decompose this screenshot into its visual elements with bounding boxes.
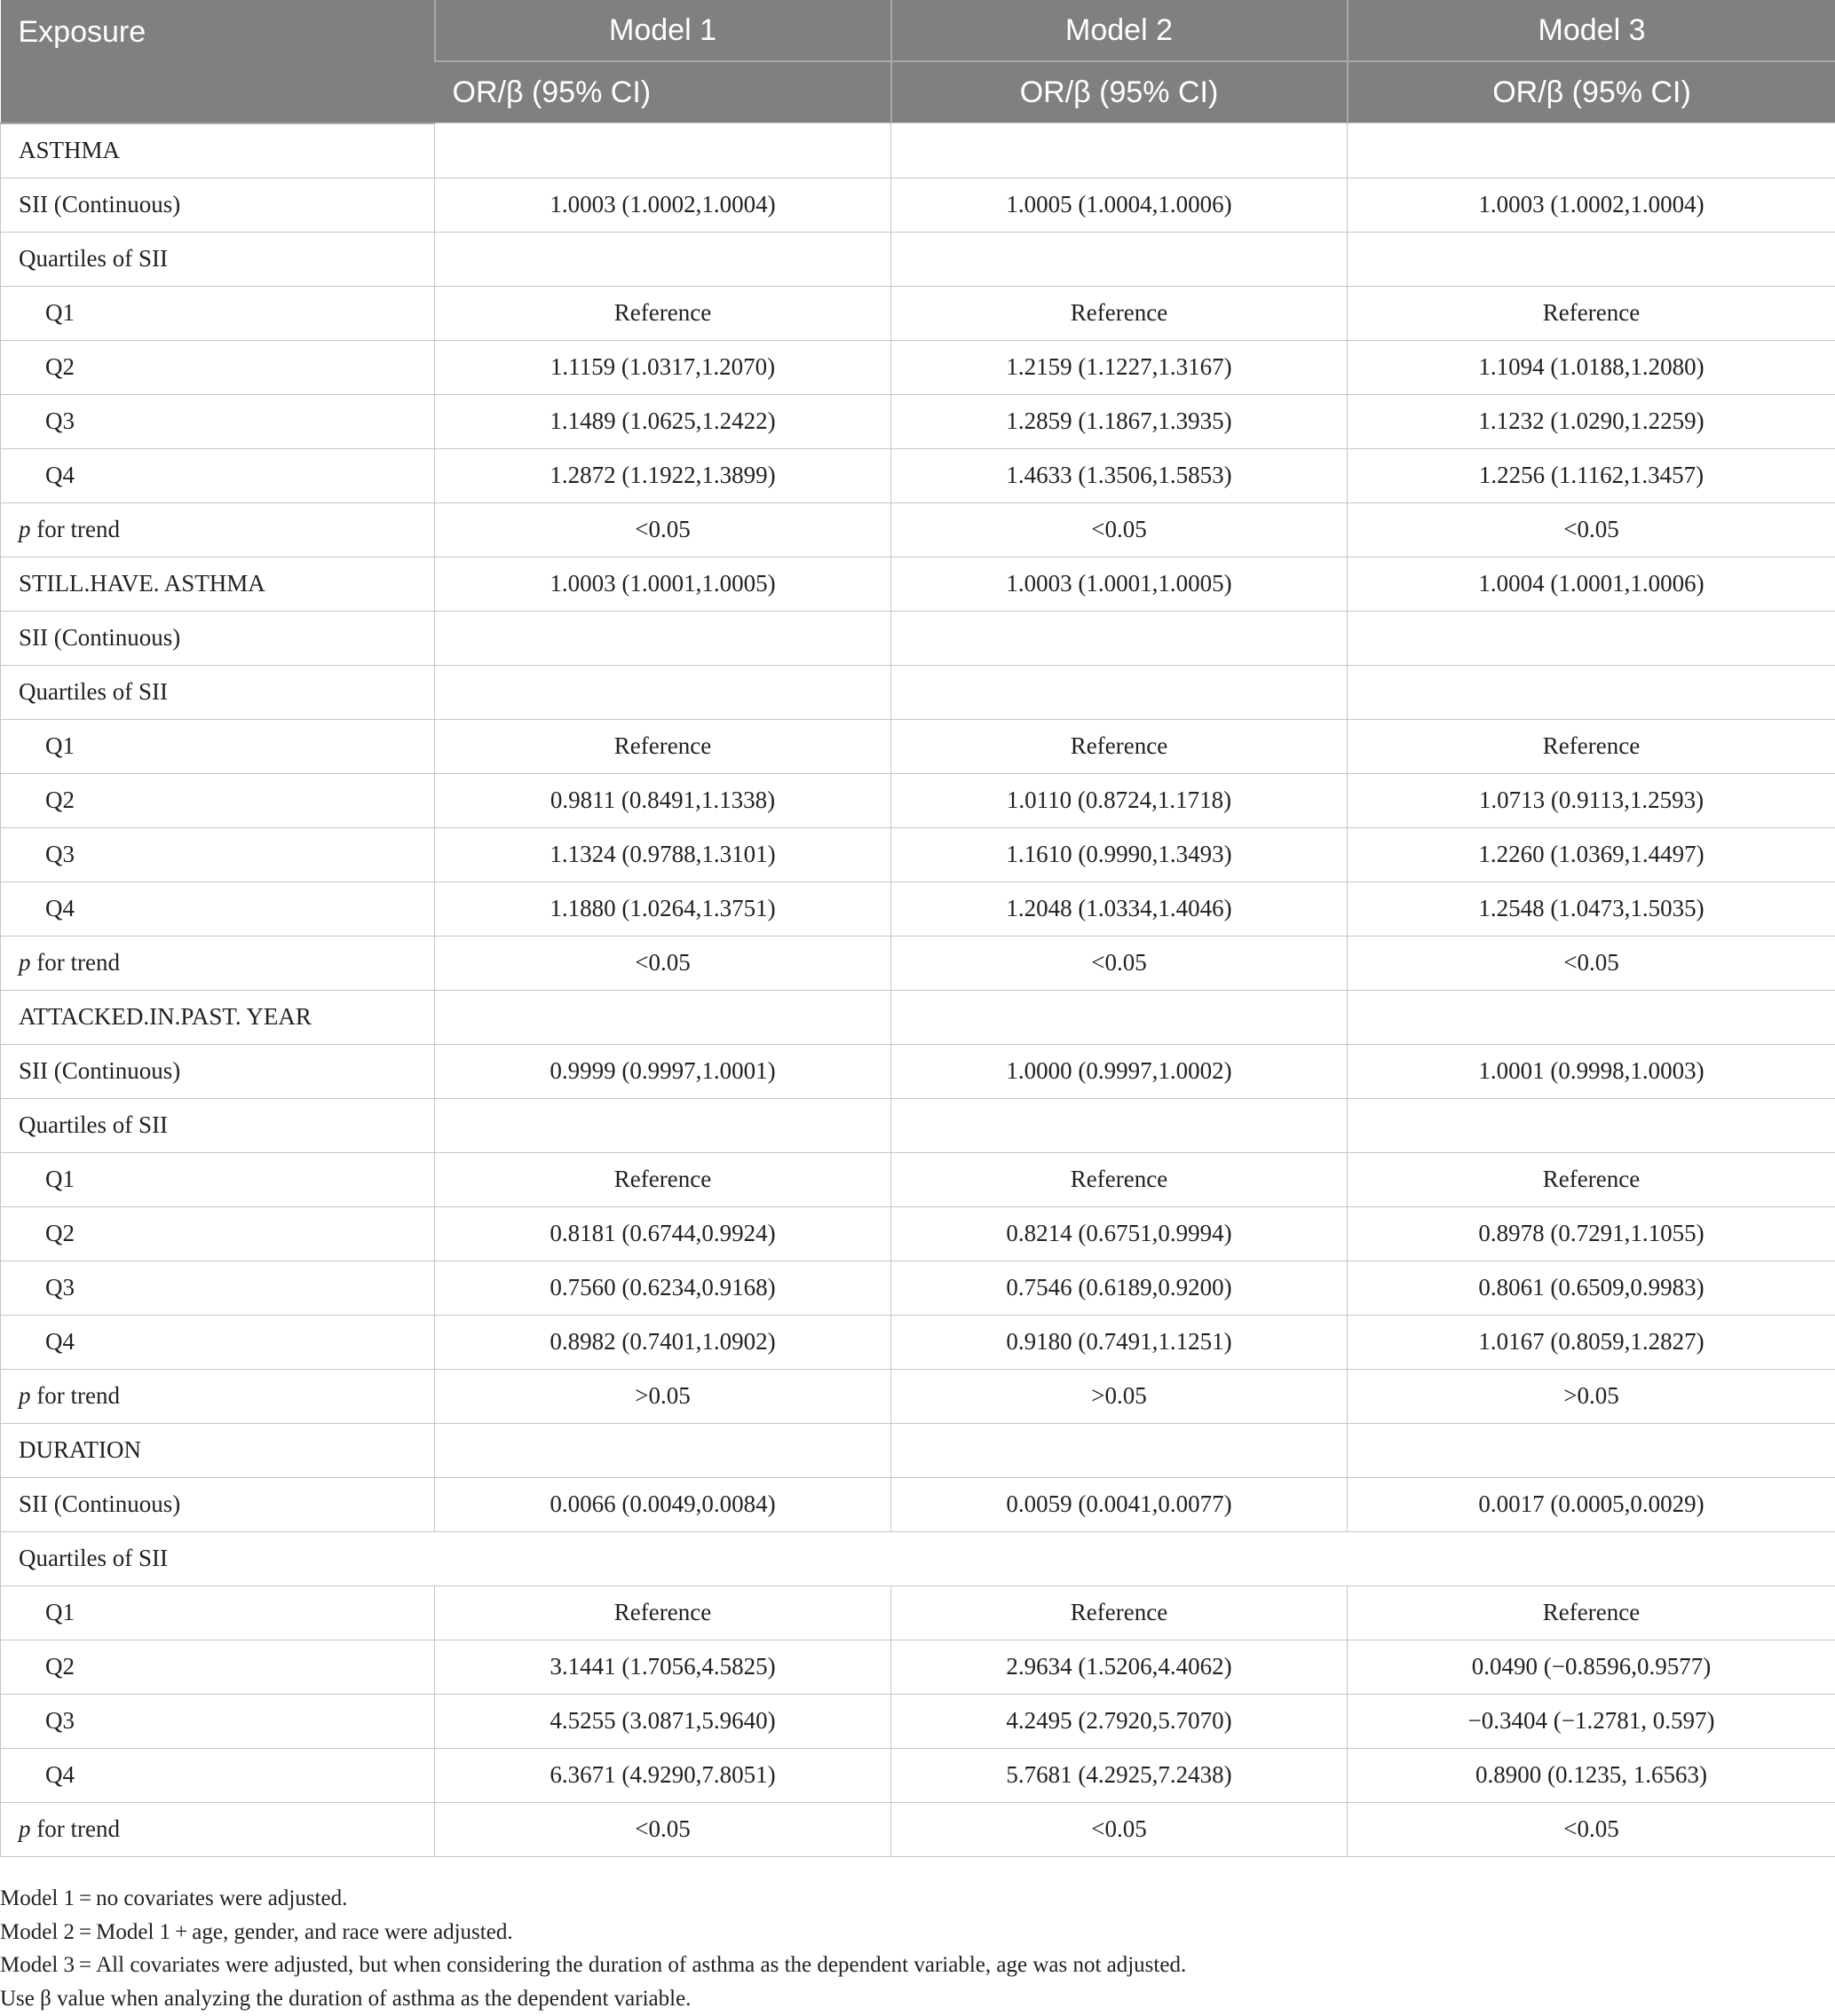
cell: Reference (891, 719, 1348, 773)
table-row (1, 1477, 1835, 1531)
header-model-3: Model 3 (1348, 0, 1835, 61)
row-label: Q3 (1, 394, 435, 448)
cell: 0.0017 (0.0005,0.0029) (1348, 1477, 1835, 1531)
cell (1348, 611, 1835, 665)
table-row (1, 394, 1835, 448)
section-title: ATTACKED.IN.PAST. YEAR (1, 990, 435, 1044)
table-row (1, 1694, 1835, 1748)
header-stat-model-1: OR/β (95% CI) (435, 61, 891, 123)
cell (1348, 665, 1835, 719)
table-row (1, 232, 1835, 286)
cell (891, 1423, 1348, 1477)
cell: 1.1489 (1.0625,1.2422) (435, 394, 891, 448)
row-label: Q2 (1, 773, 435, 827)
table-row (1, 448, 1835, 502)
table-row (1, 665, 1835, 719)
cell (1348, 1423, 1835, 1477)
table-row (1, 1098, 1835, 1152)
cell (1348, 990, 1835, 1044)
section-title-row (1, 1423, 1835, 1477)
cell: Reference (435, 1152, 891, 1206)
table-body (1, 123, 1835, 1857)
cell (891, 123, 1348, 178)
cell: 0.0066 (0.0049,0.0084) (435, 1477, 891, 1531)
table-row (1, 1531, 1835, 1585)
row-label: SII (Continuous) (1, 1044, 435, 1098)
row-label (1, 936, 435, 990)
row-label: Q4 (1, 1748, 435, 1802)
table-footnotes (0, 1882, 1835, 2015)
cell (891, 1098, 1348, 1152)
section-title: STILL.HAVE. ASTHMA (1, 557, 435, 611)
cell: 1.2159 (1.1227,1.3167) (891, 340, 1348, 394)
cell: 1.2048 (1.0334,1.4046) (891, 882, 1348, 936)
footnote-model-1: Model 1 = no covariates were adjusted. (0, 1886, 348, 1910)
cell (435, 611, 891, 665)
cell (1348, 232, 1835, 286)
cell: 0.9811 (0.8491,1.1338) (435, 773, 891, 827)
cell: >0.05 (891, 1369, 1348, 1423)
footnote-model-3: Model 3 = All covariates were adjusted, but when considering the duration of asthma as the dependent variable, age was not adjusted. (0, 1953, 1187, 1977)
cell: 4.2495 (2.7920,5.7070) (891, 1694, 1348, 1748)
header-model-1: Model 1 (435, 0, 891, 61)
row-label (1, 502, 435, 557)
cell: 1.0003 (1.0001,1.0005) (435, 557, 891, 611)
cell: 0.8061 (0.6509,0.9983) (1348, 1261, 1835, 1315)
row-label: Q1 (1, 1585, 435, 1640)
cell: 4.5255 (3.0871,5.9640) (435, 1694, 891, 1748)
table-row (1, 1206, 1835, 1261)
table-row (1, 340, 1835, 394)
table-row (1, 1044, 1835, 1098)
for-trend-text: for trend (30, 949, 120, 976)
cell (435, 1423, 891, 1477)
row-label: Q3 (1, 1261, 435, 1315)
cell: 1.1610 (0.9990,1.3493) (891, 827, 1348, 882)
cell: 1.0001 (0.9998,1.0003) (1348, 1044, 1835, 1098)
cell: <0.05 (1348, 1802, 1835, 1856)
cell: 0.7560 (0.6234,0.9168) (435, 1261, 891, 1315)
cell: 1.0004 (1.0001,1.0006) (1348, 557, 1835, 611)
table-row (1, 286, 1835, 340)
row-label: Q4 (1, 882, 435, 936)
cell: Reference (891, 1585, 1348, 1640)
cell: 1.2260 (1.0369,1.4497) (1348, 827, 1835, 882)
for-trend-text: for trend (30, 1815, 120, 1842)
section-title-row (1, 990, 1835, 1044)
cell (891, 665, 1348, 719)
cell: Reference (435, 1585, 891, 1640)
section-title-row (1, 123, 1835, 178)
p-symbol: p (19, 1382, 31, 1409)
cell: <0.05 (435, 936, 891, 990)
cell: <0.05 (1348, 936, 1835, 990)
row-label: Q3 (1, 1694, 435, 1748)
table-row (1, 1152, 1835, 1206)
p-symbol: p (19, 1815, 31, 1842)
row-label: SII (Continuous) (1, 178, 435, 232)
cell: 1.2872 (1.1922,1.3899) (435, 448, 891, 502)
cell: 0.7546 (0.6189,0.9200) (891, 1261, 1348, 1315)
cell: 6.3671 (4.9290,7.8051) (435, 1748, 891, 1802)
row-label: Q2 (1, 1640, 435, 1694)
cell: −0.3404 (−1.2781, 0.597) (1348, 1694, 1835, 1748)
table-row (1, 502, 1835, 557)
cell: <0.05 (891, 502, 1348, 557)
footnote-model-2: Model 2 = Model 1 + age, gender, and race were adjusted. (0, 1919, 513, 1944)
table-header (1, 0, 1835, 123)
cell: 1.1880 (1.0264,1.3751) (435, 882, 891, 936)
cell: Reference (435, 286, 891, 340)
row-label: Q4 (1, 1315, 435, 1369)
cell: 1.0003 (1.0002,1.0004) (1348, 178, 1835, 232)
cell: 1.2256 (1.1162,1.3457) (1348, 448, 1835, 502)
p-symbol: p (19, 516, 31, 542)
for-trend-text: for trend (30, 516, 120, 542)
row-label: SII (Continuous) (1, 1477, 435, 1531)
cell: <0.05 (1348, 502, 1835, 557)
cell: 2.9634 (1.5206,4.4062) (891, 1640, 1348, 1694)
header-stat-model-3: OR/β (95% CI) (1348, 61, 1835, 123)
cell: 1.2548 (1.0473,1.5035) (1348, 882, 1835, 936)
cell: Reference (1348, 1585, 1835, 1640)
section-title: DURATION (1, 1423, 435, 1477)
p-symbol: p (19, 949, 31, 976)
row-label: Q1 (1, 719, 435, 773)
cell: 1.0003 (1.0002,1.0004) (435, 178, 891, 232)
row-label: Quartiles of SII (1, 1098, 435, 1152)
row-label: Quartiles of SII (1, 232, 435, 286)
table-row (1, 1748, 1835, 1802)
row-label: Q3 (1, 827, 435, 882)
header-stat-model-2: OR/β (95% CI) (891, 61, 1348, 123)
cell: 0.0059 (0.0041,0.0077) (891, 1477, 1348, 1531)
cell: 1.2859 (1.1867,1.3935) (891, 394, 1348, 448)
cell: 1.1094 (1.0188,1.2080) (1348, 340, 1835, 394)
row-label (1, 1369, 435, 1423)
table-row (1, 719, 1835, 773)
table-row (1, 178, 1835, 232)
table-row (1, 1585, 1835, 1640)
cell: Reference (891, 1152, 1348, 1206)
row-label: Q1 (1, 286, 435, 340)
for-trend-text: for trend (30, 1382, 120, 1409)
header-exposure: Exposure (1, 0, 435, 123)
cell: 1.0713 (0.9113,1.2593) (1348, 773, 1835, 827)
cell: 1.0000 (0.9997,1.0002) (891, 1044, 1348, 1098)
cell (435, 1098, 891, 1152)
table-row (1, 1802, 1835, 1856)
table-row (1, 1640, 1835, 1694)
cell: <0.05 (891, 936, 1348, 990)
cell: >0.05 (435, 1369, 891, 1423)
table-row (1, 611, 1835, 665)
cell (891, 990, 1348, 1044)
row-label: SII (Continuous) (1, 611, 435, 665)
cell: Reference (1348, 1152, 1835, 1206)
cell (435, 232, 891, 286)
row-label: Q4 (1, 448, 435, 502)
section-title-row (1, 557, 1835, 611)
cell: 0.8181 (0.6744,0.9924) (435, 1206, 891, 1261)
cell: 0.0490 (−0.8596,0.9577) (1348, 1640, 1835, 1694)
section-title: ASTHMA (1, 123, 435, 178)
cell: 1.0110 (0.8724,1.1718) (891, 773, 1348, 827)
cell: <0.05 (891, 1802, 1348, 1856)
row-label: Quartiles of SII (1, 1531, 1835, 1585)
table-row (1, 1369, 1835, 1423)
footnote-beta: Use β value when analyzing the duration of asthma as the dependent variable. (0, 1986, 692, 2011)
cell: 0.9180 (0.7491,1.1251) (891, 1315, 1348, 1369)
cell (1348, 1098, 1835, 1152)
table-row (1, 936, 1835, 990)
cell: 0.8978 (0.7291,1.1055) (1348, 1206, 1835, 1261)
cell: 0.8900 (0.1235, 1.6563) (1348, 1748, 1835, 1802)
table-row (1, 827, 1835, 882)
cell: 1.0005 (1.0004,1.0006) (891, 178, 1348, 232)
cell: >0.05 (1348, 1369, 1835, 1423)
cell: 0.8214 (0.6751,0.9994) (891, 1206, 1348, 1261)
header-model-2: Model 2 (891, 0, 1348, 61)
cell: <0.05 (435, 502, 891, 557)
cell: 0.8982 (0.7401,1.0902) (435, 1315, 891, 1369)
cell (891, 232, 1348, 286)
cell (891, 611, 1348, 665)
cell: 1.1159 (1.0317,1.2070) (435, 340, 891, 394)
table-row (1, 1261, 1835, 1315)
row-label: Q2 (1, 1206, 435, 1261)
cell: 1.4633 (1.3506,1.5853) (891, 448, 1348, 502)
cell: 1.1324 (0.9788,1.3101) (435, 827, 891, 882)
cell (1348, 123, 1835, 178)
cell: 1.0167 (0.8059,1.2827) (1348, 1315, 1835, 1369)
cell: Reference (1348, 286, 1835, 340)
cell: 1.0003 (1.0001,1.0005) (891, 557, 1348, 611)
row-label: Quartiles of SII (1, 665, 435, 719)
row-label: Q2 (1, 340, 435, 394)
cell: <0.05 (435, 1802, 891, 1856)
row-label (1, 1802, 435, 1856)
cell: Reference (891, 286, 1348, 340)
cell: Reference (435, 719, 891, 773)
cell (435, 123, 891, 178)
cell: 3.1441 (1.7056,4.5825) (435, 1640, 891, 1694)
cell: Reference (1348, 719, 1835, 773)
cell: 5.7681 (4.2925,7.2438) (891, 1748, 1348, 1802)
table-row (1, 1315, 1835, 1369)
cell: 0.9999 (0.9997,1.0001) (435, 1044, 891, 1098)
table-row (1, 773, 1835, 827)
row-label: Q1 (1, 1152, 435, 1206)
cell (435, 990, 891, 1044)
table-row (1, 882, 1835, 936)
cell (435, 665, 891, 719)
cell: 1.1232 (1.0290,1.2259) (1348, 394, 1835, 448)
